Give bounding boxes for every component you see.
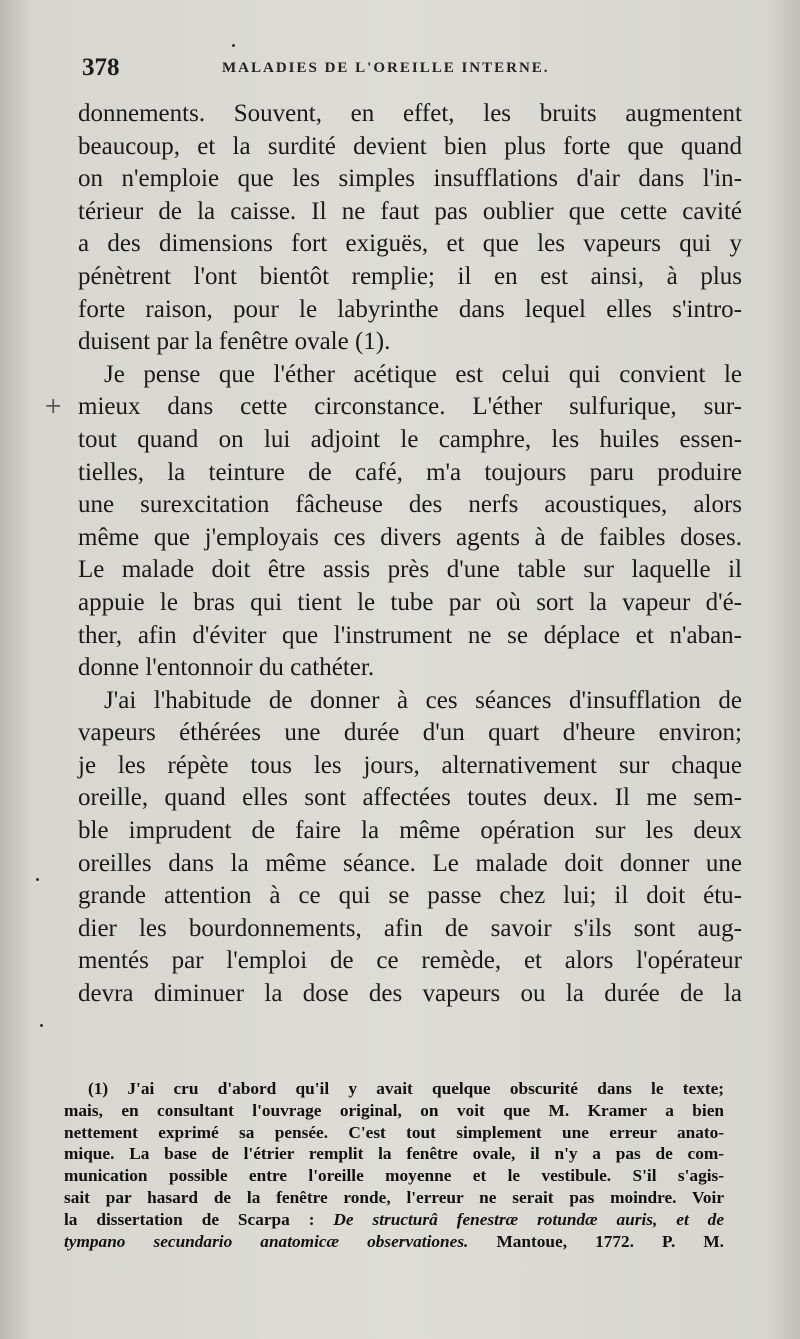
text-line: térieur de la caisse. Il ne faut pas oublier que cette cavité <box>78 197 742 225</box>
footnote-line <box>64 1231 724 1253</box>
text-line: a des dimensions fort exiguës, et que les vapeurs qui y <box>78 230 742 258</box>
text-line: forte raison, pour le labyrinthe dans lequel elles s'intro- <box>78 295 742 323</box>
footnote-line: (1) J'ai cru d'abord qu'il y avait quelque obscurité dans le texte; <box>88 1079 724 1098</box>
text-line: oreille, quand elles sont affectées toutes deux. Il me sem- <box>78 784 742 812</box>
text-line: beaucoup, et la surdité devient bien plus forte que quand <box>78 132 742 160</box>
footnote-italic-title: tympano secundario anatomicæ observationes. <box>64 1231 469 1251</box>
text-line: ble imprudent de faire la même opération sur les deux <box>78 817 742 845</box>
text-line: oreilles dans la même séance. Le malade doit donner une <box>78 849 742 877</box>
text-line: même que j'employais ces divers agents à de faibles doses. <box>78 523 742 551</box>
text-line: devra diminuer la dose des vapeurs ou la durée de la <box>78 980 742 1008</box>
text-line: tout quand on lui adjoint le camphre, les huiles essen- <box>78 425 742 453</box>
footnote-line: nettement exprimé sa pensée. C'est tout simplement une erreur anato- <box>64 1122 724 1142</box>
text-line: une surexcitation fâcheuse des nerfs acoustiques, alors <box>78 491 742 519</box>
text-line: ther, afin d'éviter que l'instrument ne se déplace et n'aban- <box>78 621 742 649</box>
text-line: tielles, la teinture de café, m'a toujours paru produire <box>78 458 742 486</box>
text-line: on n'emploie que les simples insufflations d'air dans l'in- <box>78 165 742 193</box>
text-line: pénètrent l'ont bientôt remplie; il en est ainsi, à plus <box>78 262 742 290</box>
footnote-italic-title: De structurâ fenestræ rotundæ auris, et de <box>333 1209 724 1229</box>
text-line: grande attention à ce qui se passe chez lui; il doit étu- <box>78 882 742 910</box>
footnote-line: sait par hasard de la fenêtre ronde, l'erreur ne serait pas moindre. Voir <box>64 1187 724 1207</box>
margin-cross-mark: + <box>44 394 63 419</box>
margin-speck <box>40 1024 43 1027</box>
footnote <box>64 1078 724 1252</box>
page-number: 378 <box>82 54 120 81</box>
footnote-line: mique. La base de l'étrier remplit la fenêtre ovale, il n'y a pas de com- <box>64 1144 724 1164</box>
text-line: mentés par l'emploi de ce remède, et alors l'opérateur <box>78 947 742 975</box>
page-header <box>82 54 742 88</box>
text-line: mieux dans cette circonstance. L'éther sulfurique, sur- <box>78 393 742 421</box>
text-line: Le malade doit être assis près d'une table sur laquelle il <box>78 556 742 584</box>
main-text <box>78 98 742 1011</box>
margin-speck <box>232 44 235 47</box>
footnote-line: mais, en consultant l'ouvrage original, on voit que M. Kramer a bien <box>64 1100 724 1120</box>
text-line: appuie le bras qui tient le tube par où sort la vapeur d'é- <box>78 588 742 616</box>
text-line: donne l'entonnoir du cathéter. <box>78 654 375 682</box>
footnote-line: munication possible entre l'oreille moyenne et le vestibule. S'il s'agis- <box>64 1166 724 1186</box>
running-title: MALADIES DE L'OREILLE INTERNE. <box>222 60 550 76</box>
footnote-line <box>64 1209 724 1231</box>
text-line: J'ai l'habitude de donner à ces séances d'insufflation de <box>104 686 742 714</box>
footnote-text: la dissertation de Scarpa : <box>64 1209 334 1229</box>
text-line: vapeurs éthérées une durée d'un quart d'heure environ; <box>78 719 742 747</box>
text-line: donnements. Souvent, en effet, les bruits augmentent <box>78 100 742 127</box>
text-line: dier les bourdonnements, afin de savoir s'ils sont aug- <box>78 914 742 942</box>
text-line: duisent par la fenêtre ovale (1). <box>78 328 391 356</box>
margin-speck <box>36 878 39 881</box>
footnote-citation: Mantoue, 1772. P. M. <box>468 1231 724 1251</box>
text-line: je les répète tous les jours, alternativement sur chaque <box>78 751 742 779</box>
text-line: Je pense que l'éther acétique est celui qui convient le <box>104 360 742 388</box>
